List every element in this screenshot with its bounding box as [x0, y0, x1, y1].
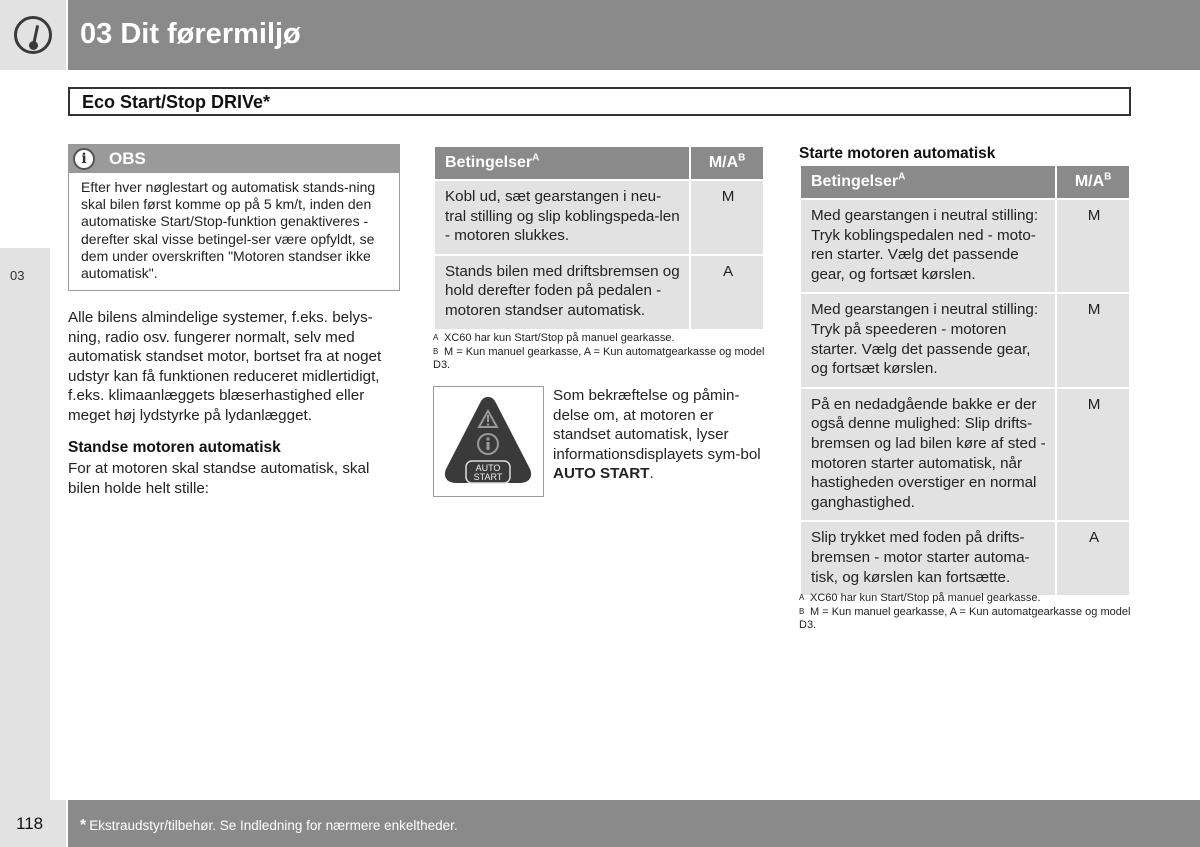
- table-row: [434, 255, 764, 330]
- auto-start-label-line2: START: [473, 472, 503, 482]
- footnote: B M = Kun manuel gearkasse, A = Kun automatgearkasse og model D3.: [433, 346, 765, 371]
- auto-start-label-line1: AUTO: [475, 463, 501, 473]
- mode-cell: M: [1056, 199, 1130, 293]
- condition-cell: Slip trykket med foden på drifts-bremsen - motor starter automa-tisk, og kørslen kan fortsætte.: [800, 521, 1056, 596]
- table-header-row: [800, 165, 1130, 199]
- stop-engine-paragraph: For at motoren skal standse automatisk, skal bilen holde helt stille:: [68, 460, 370, 497]
- obs-header: [69, 145, 399, 173]
- obs-text: Efter hver nøglestart og automatisk stands-ning skal bilen først komme op på 5 km/t, inden den automatiske Start/Stop-funktion genaktiveres - derefter skal visse betingel-ser være opfyldt, se dem under overskriften "Motoren standser ikke automatisk".: [81, 179, 376, 282]
- condition-cell: Med gearstangen i neutral stilling: Tryk koblingspedalen ned - moto-ren starter. Vælg det passende gear, og fortsæt kørslen.: [800, 199, 1056, 293]
- obs-label: OBS: [109, 149, 146, 168]
- mode-cell: M: [1056, 388, 1130, 522]
- condition-cell: Med gearstangen i neutral stilling: Tryk på speederen - motoren starter. Vælg det passende gear, og fortsæt kørslen.: [800, 293, 1056, 387]
- start-engine-heading: Starte motoren automatisk: [799, 145, 996, 162]
- speedometer-icon: [14, 16, 52, 54]
- auto-start-warning-icon: [434, 387, 543, 496]
- symbol-caption: Som bekræftelse og påmin-delse om, at motoren er standset automatisk, lyser informationsdisplayets sym-bol AUTO START.: [553, 387, 761, 483]
- systems-paragraph: Alle bilens almindelige systemer, f.eks. belys-ning, radio osv. fungerer normalt, selv med automatisk standset motor, bortset fra at noget udstyr kan få funktionen reduceret midlertidigt, f.eks. klimaanlæggets blæserhastighed eller meget høj lydstyrke på lydanlægget.: [68, 309, 382, 424]
- section-title: Eco Start/Stop DRIVe*: [82, 92, 271, 112]
- condition-cell: Kobl ud, sæt gearstangen i neu-tral stilling og slip koblingspeda-len - motoren slukkes.: [434, 180, 690, 255]
- footer-note: * Ekstraudstyr/tilbehør. Se Indledning for nærmere enkeltheder.: [80, 817, 458, 834]
- table-row: [434, 180, 764, 255]
- stop-engine-heading: Standse motoren automatisk: [68, 439, 281, 456]
- start-table-footnotes: [799, 591, 1134, 632]
- table-row: [800, 199, 1130, 293]
- conditions-header: Betingelser$^A$: [434, 146, 690, 180]
- table-header-row: [434, 146, 764, 180]
- start-conditions-table: [799, 164, 1131, 597]
- conditions-header: Betingelser$^A$: [800, 165, 1056, 199]
- page-number: 118: [16, 814, 44, 833]
- table-row: [800, 293, 1130, 387]
- condition-cell: På en nedadgående bakke er der også denne mulighed: Slip drifts-bremsen og lad bilen køre af sted - motoren starter automatisk, når hastigheden overstiger en normal ganghastighed.: [800, 388, 1056, 522]
- chapter-side-tab-label: 03: [10, 268, 25, 283]
- mode-cell: M: [690, 180, 764, 255]
- mode-header: $M/A^B$: [1056, 165, 1130, 199]
- asterisk-mark: *: [80, 817, 87, 834]
- mode-cell: A: [1056, 521, 1130, 596]
- footnote: A XC60 har kun Start/Stop på manuel gearkasse.: [433, 332, 675, 344]
- stop-conditions-table: [433, 145, 765, 331]
- mode-cell: M: [1056, 293, 1130, 387]
- auto-start-symbol-box: [433, 386, 544, 497]
- footnote: A XC60 har kun Start/Stop på manuel gearkasse.: [799, 592, 1041, 604]
- obs-note-box: [68, 144, 400, 291]
- table-row: [800, 388, 1130, 522]
- chapter-title: 03 Dit førermiljø: [80, 18, 301, 50]
- footnote: B M = Kun manuel gearkasse, A = Kun automatgearkasse og model D3.: [799, 606, 1131, 631]
- info-icon: i: [73, 148, 95, 170]
- condition-cell: Stands bilen med driftsbremsen og hold derefter foden på pedalen - motoren standser automatisk.: [434, 255, 690, 330]
- stop-table-footnotes: [433, 331, 768, 372]
- mode-cell: A: [690, 255, 764, 330]
- mode-header: $M/A^B$: [690, 146, 764, 180]
- table-row: [800, 521, 1130, 596]
- chapter-side-tab: [0, 248, 50, 808]
